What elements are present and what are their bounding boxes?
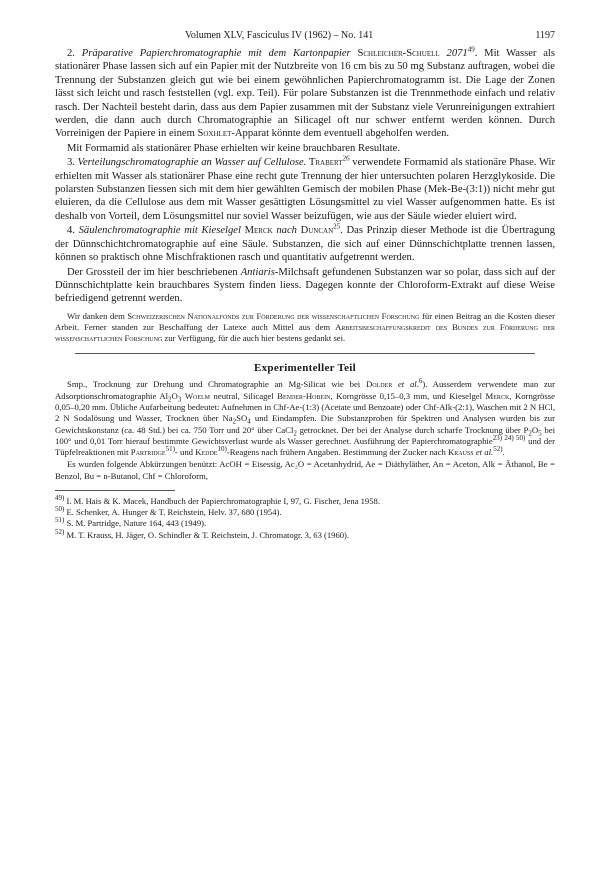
section-heading: Experimenteller Teil [253,362,357,375]
exp-text: getrocknet. Der bei der Analyse durch scharfe Trocknung über P [296,424,529,435]
paragraph-text: verwendete Formamid als stationäre Phase. Wir erhielten mit Wasser als stationärer Phase eine recht gute Trennung der hier untersuchten polaren Herzglykoside. Die polarsten Substanzen liessen sich mit dem hier gewählten Gemisch der mobilen Phase (Mek-Be-(3:1)) nicht mehr gut eluieren, da die Cellulose aus dem mit Wasser gesättigten Lösungsmittel zu viel Wasser aufgenommen hatte. Es ist deshalb von Vorteil, dem Lösungsmittel nur soviel Wasser beizufügen, wie aus der Säule wieder eluiert wird. [55,157,556,222]
exp-text: O [531,424,539,435]
page-number: 1197 [535,30,555,41]
reference-marker: 26 [342,154,350,163]
ack-text: für einen Beitrag an die Kosten dieser Arbeit. Ferner standen zur Beschaffung der Latexe auch Mittel aus dem [55,310,555,332]
paragraph-text: -Apparat könnte dem eventuell abgeholfen werden. [231,128,450,140]
footnote-number: 52) [55,527,65,536]
paragraph-text: -Milchsaft gefundenen Substanzen war so polar, dass sich auf der Dünnschichtplatte kein brauchbares System finden liess. Dagegen konnte der Chloroform-Extrakt auf diese Weise befriedigend getrennt werden. [55,266,555,305]
footnote [55,507,555,518]
footnote [55,496,555,507]
author-name: Kedde [195,447,218,458]
connector-word: nach [276,225,297,237]
exp-text: . [502,447,505,458]
running-header [55,30,555,41]
experimental-text [55,379,555,482]
footnotes [55,496,555,541]
author-name: Partridge [130,447,166,458]
author-name: Soxhlet [197,128,232,140]
reference-marker: 25 [333,222,341,231]
footnote [55,527,555,541]
section-divider [75,353,535,354]
exp-text: -Reagens nach frühern Angaben. Bestimmung der Zucker nach [226,447,449,458]
paragraph-kartonpapier [55,47,555,141]
subscript: 3 [177,395,182,404]
subscript: 4 [247,417,251,426]
author-name: Duncan [296,225,334,237]
exp-text: , Korngrösse 0,05–0,20 mm. Übliche Aufarbeitung bedeutet: Aufnehmen in Chf-Ae-(1:3) (Acetate und Benzoate) oder Chf-Alk-(2:1), Waschen mit 2 N HCl, 2 N Sodalösung und Wasser, Trocknen über Na [55,390,555,424]
running-title: Volumen XLV, Fasciculus IV (1962) – No. 141 [185,30,374,41]
paragraph-antiaris [55,266,555,306]
exp-text: - und [174,447,196,458]
paragraph-cellulose [55,156,555,223]
main-text [55,47,555,306]
item-number: 2. [67,48,82,59]
reference-marker: 49 [467,45,475,54]
exp-text: neutral, Silicagel [210,390,278,401]
funding-body: Schweizerischen Nationalfonds zur Förderung der wissenschaftlichen Forschung [127,310,420,321]
et-al: et al. [473,447,494,458]
exp-text: und der Tüpfelreaktionen mit [55,435,555,458]
method-title: Präparative Papierchromatographie mit dem Kartonpapier [81,48,351,59]
subscript: 5 [538,429,542,438]
author-name: Krauss [448,447,474,458]
footnote-text: S. M. Partridge, Nature 164, 443 (1949). [64,518,207,529]
footnote-text: M. T. Krauss, H. Jäger, O. Schindler & T. Reichstein, J. Chromatogr. 3, 63 (1960). [64,529,350,540]
method-title: Verteilungschromatographie an Wasser auf Cellulose. [77,157,307,169]
reference-marker: 23) 24) 50) [492,433,526,442]
brand-name: Bender-Hobein [277,390,331,401]
paragraph-text: Der Grossteil der im hier beschriebenen [67,266,241,278]
subscript: 2 [293,429,297,438]
reference-marker: 6 [418,377,423,386]
item-number: 4. [67,225,79,237]
paragraph-text: . Das Prinzip dieser Methode ist die Übertragung der Dünnschichtchromatographie auf eine Säule. Substanzen, die sich auf einer Dünnschichtplatte trennen lassen, können so praktisch ohne Mischfraktionen rasch und quantitativ aufgetrennt werden. [55,225,555,264]
et-al: et al. [392,379,419,390]
reference-marker: 52) [493,445,503,454]
footnote-number: 51) [55,516,65,525]
paragraph-formamid: Mit Formamid als stationärer Phase erhielten wir keine brauchbaren Resultate. [67,142,401,154]
author-name: Dolder [365,379,393,390]
species-name: Antiaris [240,266,275,278]
reference-marker: 10) [217,445,227,454]
funding-body: Arbeitsbeschaffungskredit des Bundes zur Förderung der wissenschaftlichen Forschung [55,321,555,344]
subscript: 2 [232,417,237,426]
exp-text: bei 100° und 0,01 Torr hierauf bestimmte Gewichtsverlust wurde als Wasser gerechnet. Ausführung der Papierchromatographie [55,424,555,446]
paragraph-kieselgel [55,224,555,264]
footnote-number: 50) [55,505,65,514]
ack-text: zur Verfügung, für die auch hier bestens gedankt sei. [162,333,346,344]
experimental-paragraph [55,379,555,458]
item-number: 3. [67,157,78,169]
method-title: Säulenchromatographie mit Kieselgel [78,225,241,237]
exp-text: O [171,390,178,401]
exp-text: ). Ausserdem verwendete man zur Adsorptionschromatographie Al [55,379,556,401]
author-name: Merck [240,225,277,237]
footnote [55,518,555,529]
author-name: Schleicher-Schuell [350,48,447,59]
reference-marker: 51) [165,445,175,454]
abbreviations-paragraph: Es wurden folgende Abkürzungen benützt: AcOH = Eisessig, Ac₂O = Acetanhydrid, Ae = Diäthyläther, An = Aceton, Alk = Äthanol, Be = Benzol, Bu = n-Butanol, Chf = Chloroform, [55,459,555,481]
paper-code: 2071 [446,48,468,59]
brand-name: Woelm [184,390,211,401]
acknowledgement [55,311,555,345]
footnote-number: 49) [55,494,65,503]
subscript: 2 [168,395,172,404]
exp-text: SO [236,413,248,424]
subscript: 2 [528,429,532,438]
exp-text: , Korngrösse 0,15–0,3 mm, und Kieselgel [330,390,486,401]
footnote-text: I. M. Hais & K. Macek, Handbuch der Papierchromatographie I, 97, G. Fischer, Jena 1958. [64,496,380,506]
footnote-text: E. Schenker, A. Hunger & T. Reichstein, Helv. 37, 680 (1954). [64,507,282,518]
author-name: Trabert [306,157,343,169]
brand-name: Merck [485,390,510,401]
exp-text: und Eindampfen. Die Substanzproben für Spektren und Analysen wurden bis zur Gewichtskonstanz (ca. 48 Std.) bei ca. 750 Torr und 20° über CaCl [55,413,555,435]
ack-text: Wir danken dem [67,310,128,321]
footnote-divider [55,490,175,491]
paragraph-text: . Mit Wasser als stationärer Phase lassen sich auf ein Papier mit der Nutzbreite von 16 cm bis zu 50 mg Substanz auftragen, wobei die Trennung der Substanzen gleich gut wie bei einem gewöhnlichen Papierchromatogramm ist. Die Lage der Zonen lässt sich leicht und rasch feststellen (vgl. exp. Teil). Für polare Substanzen ist die Trennmethode einfach und relativ rasch. Der Nachteil besteht darin, dass aus dem Papier zusammen mit der Substanz viele Verunreinigungen extrahiert werden, die dann auch durch Chromatographie an Silicagel oft nur schwer entfernt werden können. Durch Vorreinigen der Papiere in einem [55,48,555,140]
exp-text: Smp., Trocknung zur Drehung und Chromatographie an Mg-Silicat wie bei [67,379,366,390]
